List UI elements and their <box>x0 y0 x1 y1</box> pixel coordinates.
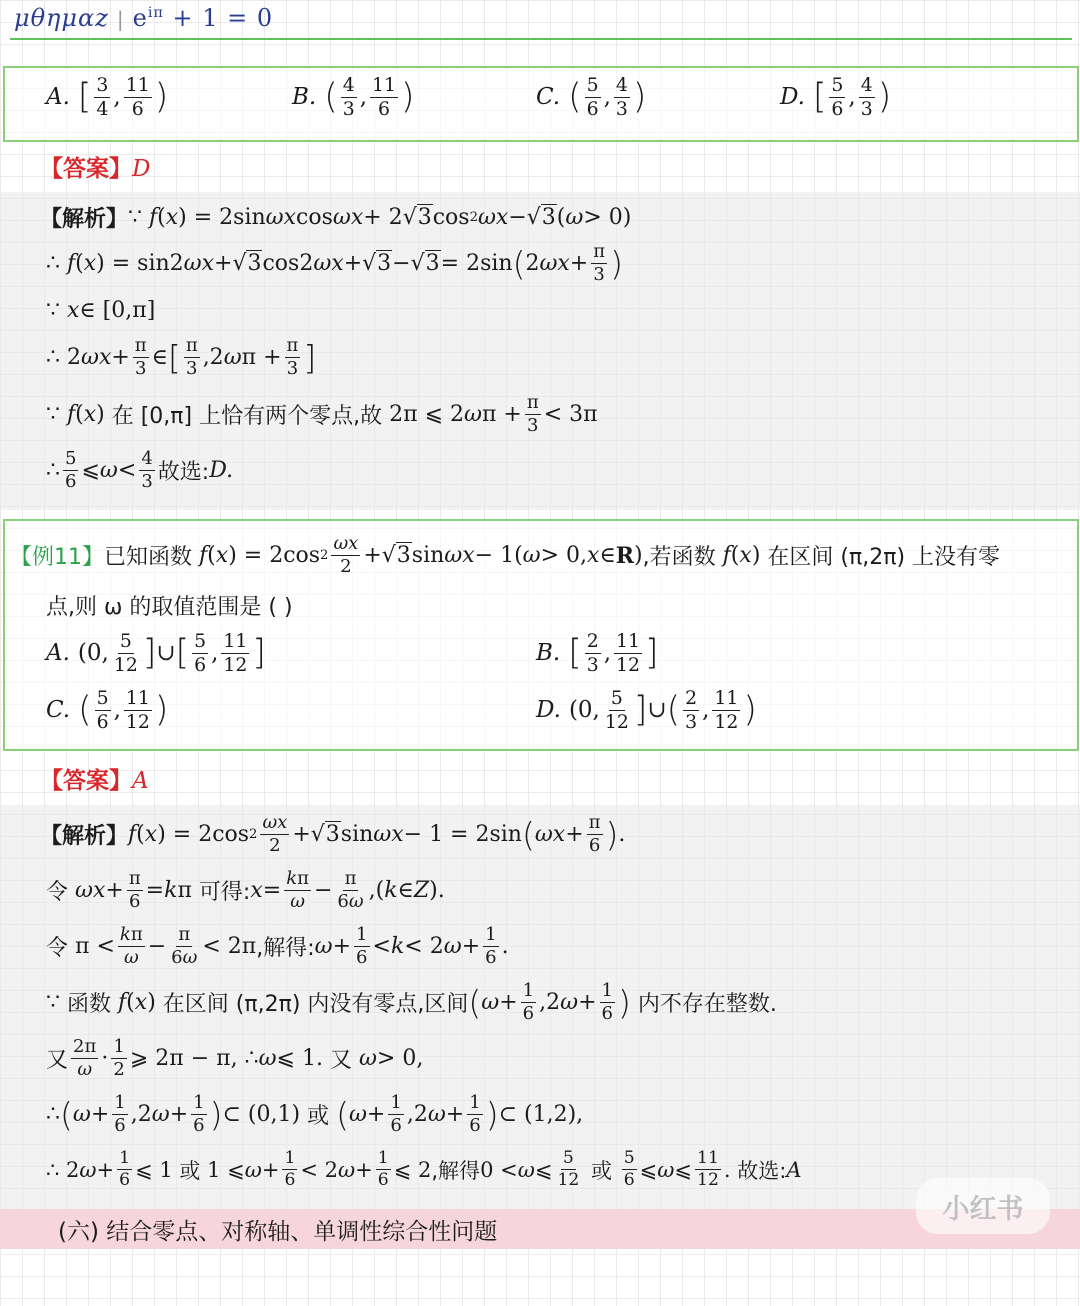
option-label: D. <box>780 84 805 111</box>
answer-value: D <box>132 156 151 182</box>
q11-solution-line-7: ∴ 2 ω + $\frac{1}{6}$ ⩽ 1 或 1 ⩽ ω + $\frac{1}{6}$ < 2 ω + $\frac{1}{6}$ ⩽ 2 ,解得 0 < ω ⩽ $\frac{5}{12}$ 或 $\frac{5}{6}$ ⩽ ω ⩽ $\frac{11}{12}$ . 故选: A <box>46 1148 802 1191</box>
function-text: 函数 <box>67 992 112 1018</box>
brand-logo <box>14 4 273 32</box>
obtain-text: 可得: <box>198 880 251 906</box>
q11-solution-line-2: 令 ωx + $\frac{\pi}{6}$ = k π 可得: x = $\frac{k\pi}{\omega}$ − $\frac{\pi}{6\omega}$ ,( k ∈ Z ). <box>46 868 445 913</box>
option-label: B. <box>536 640 561 667</box>
interval-text: 在区间 (π,2π) 内没有零点,区间 <box>162 992 469 1018</box>
zero-text: 在 [0,π] 上恰有两个零点,故 <box>111 404 383 430</box>
choose-text: 故选: <box>737 1158 787 1183</box>
choose-value: D. <box>209 458 234 484</box>
logo-separator: | <box>116 7 125 31</box>
solved-text: ,解得: <box>256 936 315 962</box>
section-title: (六) 结合零点、对称轴、单调性综合性问题 <box>58 1219 498 1245</box>
q11-solution-line-6: ∴ ( ω + $\frac{1}{6}$ ,2 ω + $\frac{1}{6}$ ) ⊂ (0,1) 或 ( ω + $\frac{1}{6}$ ,2 ω + $\frac{1}{6}$ ) ⊂ (1,2), <box>46 1092 584 1137</box>
answer-tag: 【答案】 <box>40 156 132 182</box>
euler-identity: $e^{i\pi} + 1 = 0$ <box>132 4 274 32</box>
q11-answer <box>40 762 149 795</box>
q11-solution-line-5: 又 $\frac{2\pi}{\omega}$ · $\frac{1}{2}$ ⩾ 2π − π, ∴ ω ⩽ 1. 又 ω > 0, <box>46 1036 424 1081</box>
option-label: D. <box>536 697 561 724</box>
stem-text-3: 在区间 (π,2π) 上没有零 <box>767 545 1001 571</box>
also-text: 又 <box>46 1048 69 1074</box>
answer-tag: 【答案】 <box>40 768 132 794</box>
option-label: C. <box>46 697 71 724</box>
stem-text-2: ,若函数 <box>642 545 716 571</box>
let-text: 令 <box>46 880 69 906</box>
solve-result-text: ,解得 <box>431 1158 481 1183</box>
q10-option-a[interactable]: A. [ $\frac{3}{4}$ , $\frac{11}{6}$ ) <box>46 74 169 120</box>
stem-text-1: 已知函数 <box>104 545 193 571</box>
header-divider <box>10 38 1072 40</box>
q11-stem-line-2: 点,则 ω 的取值范围是 ( ) <box>46 595 293 620</box>
option-label: A. <box>46 84 70 111</box>
no-integer-text: 内不存在整数. <box>637 992 777 1018</box>
option-label: B. <box>292 84 317 111</box>
q10-solution-line-2: ∴ f ( x ) = sin2 ωx + √3 cos2 ωx + √3 − √3 = 2sin ( 2 ωx + $\frac{\pi}{3}$ ) <box>46 241 623 286</box>
q10-answer <box>40 150 150 183</box>
logo-text: μθημαz <box>14 4 109 32</box>
q10-solution-line-6: ∴ $\frac{5}{6}$ ⩽ ω < $\frac{4}{3}$ 故选: D. <box>46 448 234 493</box>
watermark-logo: 小红书 <box>916 1178 1050 1234</box>
q10-option-c[interactable]: C. ( $\frac{5}{6}$ , $\frac{4}{3}$ ) <box>536 74 647 120</box>
or-text: 或 <box>307 1104 330 1130</box>
choose-text: 故选: <box>157 460 210 486</box>
also-text-2: 又 <box>329 1048 352 1074</box>
q10-solution-line-4: ∴ 2 ωx + $\frac{\pi}{3}$ ∈ [ $\frac{\pi}{3}$ ,2 ω π + $\frac{\pi}{3}$ ] <box>46 335 317 380</box>
q11-solution-line-3: 令 π < $\frac{k\pi}{\omega}$ − $\frac{\pi}{6\omega}$ < 2π ,解得: ω + $\frac{1}{6}$ < k < 2 ω + $\frac{1}{6}$ . <box>46 924 509 969</box>
q10-solution-line-3: ∵ x ∈ [0,π] <box>46 298 156 323</box>
q10-option-b[interactable]: B. ( $\frac{4}{3}$ , $\frac{11}{6}$ ) <box>292 74 415 120</box>
q11-solution-line-4: ∵ 函数 f ( x ) 在区间 (π,2π) 内没有零点,区间 ( ω + $\frac{1}{6}$ ,2 ω + $\frac{1}{6}$ ) 内不存在整数. <box>46 980 777 1025</box>
q11-option-b[interactable]: B. [ $\frac{2}{3}$ , $\frac{11}{12}$ ] <box>536 630 659 676</box>
q10-option-d[interactable]: D. [ $\frac{5}{6}$ , $\frac{4}{3}$ ) <box>780 74 892 120</box>
option-label: C. <box>536 84 561 111</box>
q11-solution-line-1: 【解析】 f ( x ) = 2cos 2 $\frac{\omega x}{2}$ + √3 sin ωx − 1 = 2sin ( ωx + $\frac{\pi}{6}$ ) . <box>40 812 626 857</box>
let-text: 令 <box>46 936 69 962</box>
option-label: A. <box>46 640 70 667</box>
q11-option-c[interactable]: C. ( $\frac{5}{6}$ , $\frac{11}{12}$ ) <box>46 687 169 733</box>
or-text: 或 <box>591 1158 613 1183</box>
answer-value: A <box>132 768 149 794</box>
q11-option-a[interactable]: A. (0, $\frac{5}{12}$ ] ∪ [ $\frac{5}{6}$ , $\frac{11}{12}$ ] <box>46 630 266 676</box>
q10-solution-line-5: ∵ f ( x ) 在 [0,π] 上恰有两个零点,故 2π ⩽ 2 ω π + $\frac{\pi}{3}$ < 3π <box>46 392 598 437</box>
solution-tag: 【解析】 <box>40 824 129 850</box>
q11-option-d[interactable]: D. (0, $\frac{5}{12}$ ] ∪ ( $\frac{2}{3}$ , $\frac{11}{12}$ ) <box>536 687 757 733</box>
example-tag: 【例11】 <box>10 545 104 571</box>
q11-stem-line-1: 【例11】 已知函数 f ( x ) = 2cos 2 $\frac{\omega x}{2}$ + √3 sin ωx − 1( ω > 0, x ∈ R ) ,若函数 f ( x ) 在区间 (π,2π) 上没有零 <box>10 533 1001 578</box>
q10-solution-line-1: 【解析】 ∵ f ( x ) = 2sin ωx cos ωx + 2 √3 cos 2 ωx − √3 ( ω > 0) <box>40 202 631 233</box>
or-text: 或 <box>179 1158 201 1183</box>
solution-tag: 【解析】 <box>40 207 129 232</box>
choose-value: A <box>786 1157 802 1182</box>
